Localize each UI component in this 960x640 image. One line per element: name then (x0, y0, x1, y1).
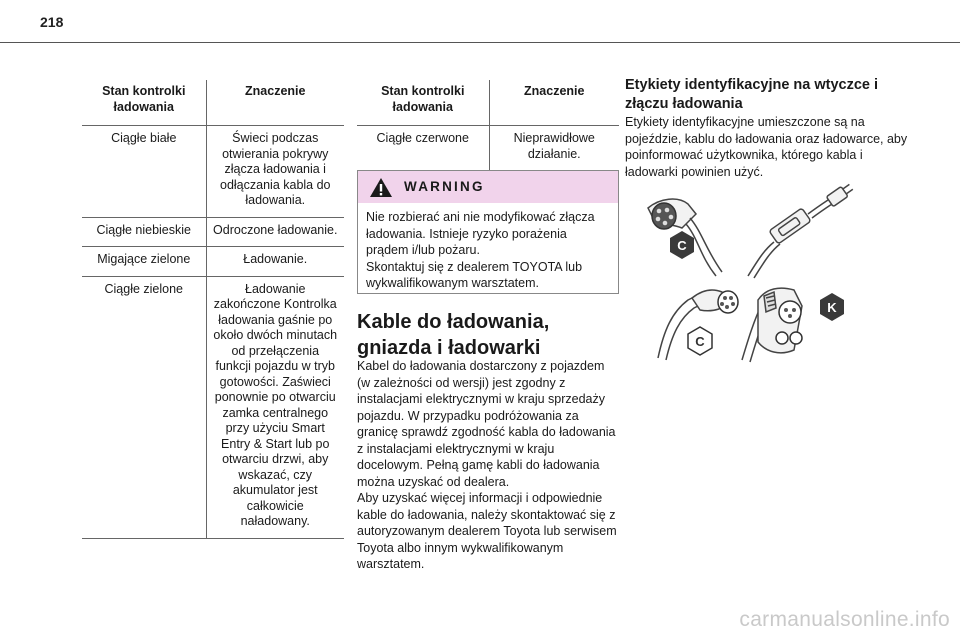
header-rule (0, 42, 960, 43)
label-c-outline-badge-icon (688, 327, 712, 355)
table-header-meaning: Znaczenie (489, 80, 619, 126)
meaning-cell: Ładowanie. (206, 247, 344, 277)
table-header-meaning: Znaczenie (206, 80, 344, 126)
status-cell: Ciągłe niebieskie (82, 217, 206, 247)
dc-connector-icon (742, 288, 802, 362)
page-number: 218 (40, 14, 64, 30)
table-row (82, 217, 344, 247)
status-cell: Ciągłe białe (82, 126, 206, 218)
badge-c-bottom: C (695, 334, 705, 349)
badge-k: K (827, 300, 837, 315)
meaning-cell: Świeci podczas otwierania pokrywy złącza ładowania i odłączania kabla do ładowania. (206, 126, 344, 218)
table-row (82, 276, 344, 538)
status-cell: Migające zielone (82, 247, 206, 277)
label-c-badge-icon (670, 231, 694, 259)
warning-text: Nie rozbierać ani nie modyfikować złącza ładowania. Istnieje ryzyko porażenia prądem i/lub pożaru. Skontaktuj się z dealerem TOYOTA lub wykwalifikowanym warsztatem. (366, 210, 595, 290)
table-row (357, 126, 619, 171)
warning-box (357, 170, 619, 294)
labels-section-title: Etykiety identyfikacyjne na wtyczce i złączu ładowania (625, 77, 879, 112)
charging-connectors-illustration (630, 180, 870, 370)
meaning-cell: Nieprawidłowe działanie. (489, 126, 619, 171)
meaning-cell: Ładowanie zakończone Kontrolka ładowania gaśnie po około dwóch minutach od przełączenia funkcji pojazdu w tryb gotowości. Zaświeci ponownie po otwarciu zamka centralnego przy użyciu Smart Entry & Start lub po otwarciu drzwi, aby wskazać, czy akumulator jest całkowicie naładowany. (206, 276, 344, 538)
status-cell: Ciągłe czerwone (357, 126, 489, 171)
domestic-charging-cable-icon (748, 182, 855, 278)
table-header-status: Stan kontrolki ładowania (82, 80, 206, 126)
badge-c-top: C (677, 238, 687, 253)
meaning-cell: Odroczone ładowanie. (206, 217, 344, 247)
charging-status-table-left (82, 80, 344, 539)
table-row (82, 126, 344, 218)
warning-header (358, 171, 618, 203)
status-cell: Ciągłe zielone (82, 276, 206, 538)
labels-section-body: Etykiety identyfikacyjne umieszczone są na pojeździe, kablu do ładowania oraz ładowarce, aby poinformować użytkownika, którego kabla i ładowarki powinien użyć. (625, 115, 908, 179)
table-row (82, 247, 344, 277)
section-body: Kabel do ładowania dostarczony z pojazdem (w zależności od wersji) jest zgodny z instalacjami elektrycznymi w kraju sprzedaży pojazdu. W przypadku podróżowania za granicę sprawdź zgodność kabla do ładowania z instalacjami elektrycznymi w kraju docelowym. Pełną gamę kabli do ładowania można uzyskać od dealera. Aby uzyskać więcej informacji i odpowiednie kable do ładowania, należy skontaktować się z autoryzowanym dealerem Toyota lub serwisem Toyota albo innym wykwalifikowanym warsztatem. (357, 359, 617, 571)
charging-status-table-right (357, 80, 619, 171)
warning-title: WARNING (404, 179, 485, 194)
section-title: Kable do ładowania, gniazda i ładowarki (357, 311, 550, 359)
watermark: carmanualsonline.info (739, 608, 950, 631)
warning-triangle-icon (369, 177, 393, 198)
label-k-badge-icon (820, 293, 844, 321)
table-header-status: Stan kontrolki ładowania (357, 80, 489, 126)
